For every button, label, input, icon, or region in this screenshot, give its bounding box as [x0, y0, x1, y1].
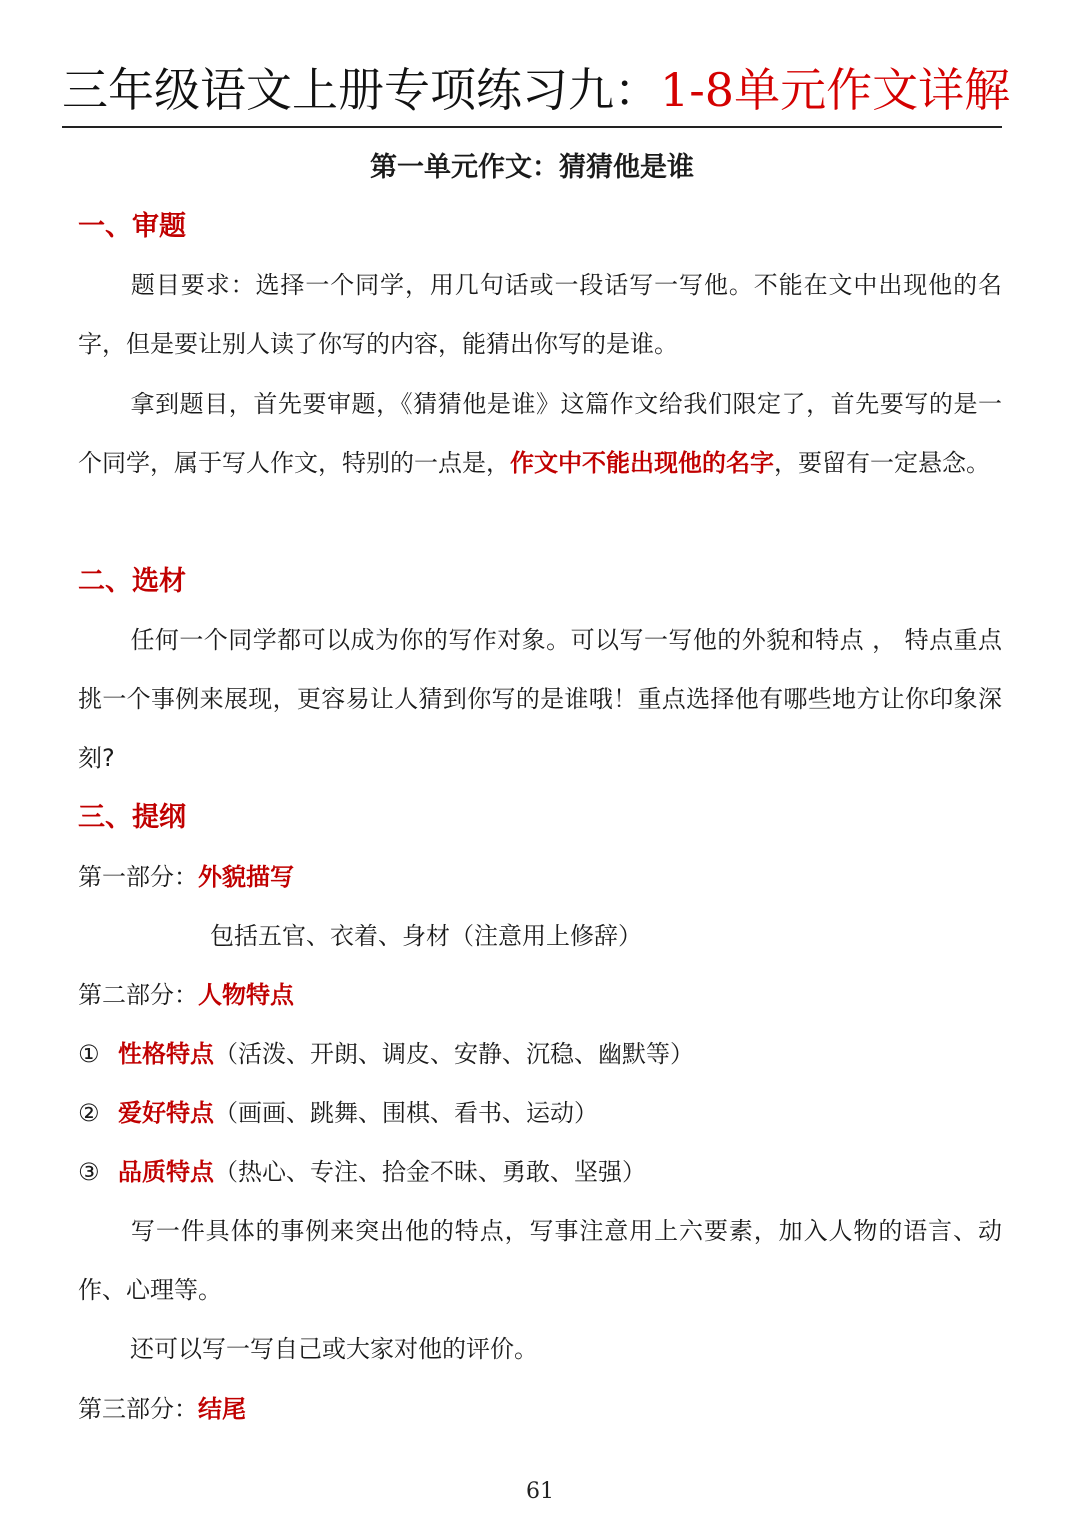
review-paragraph-2-after: ，要留有一定悬念。	[774, 449, 990, 477]
section-heading-material: 二、选材	[78, 566, 186, 597]
review-paragraph-2	[78, 375, 1002, 493]
part-2-paragraph-2	[78, 1320, 1002, 1379]
page-number: 61	[526, 1479, 554, 1504]
title-divider	[62, 126, 1002, 128]
outline-part-2	[78, 973, 294, 1017]
part-3-label: 第三部分：	[78, 1395, 198, 1423]
part-2-paragraph-1-text: 写一件具体的事例来突出他的特点，写事注意用上六要素，加入人物的语言、动作、心理等。	[78, 1217, 1002, 1304]
outline-part-3	[78, 1387, 246, 1431]
part-1-value: 外貌描写	[198, 863, 294, 891]
trait-item-hobby	[78, 1091, 598, 1135]
part-3-value: 结尾	[198, 1395, 246, 1423]
trait-name: 性格特点	[118, 1040, 214, 1068]
item-marker: ①	[78, 1040, 100, 1068]
page-title	[62, 58, 1011, 122]
trait-desc: （热心、专注、拾金不昧、勇敢、坚强）	[214, 1158, 646, 1186]
trait-item-quality	[78, 1150, 646, 1194]
review-paragraph-1-text: 题目要求：选择一个同学，用几句话或一段话写一写他。不能在文中出现他的名字，但是要让别人读了你写的内容，能猜出你写的是谁。	[78, 271, 1002, 358]
outline-part-1	[78, 855, 294, 899]
trait-desc: （画画、跳舞、围棋、看书、运动）	[214, 1099, 598, 1127]
trait-name: 品质特点	[118, 1158, 214, 1186]
part-2-paragraph-1	[78, 1202, 1002, 1320]
material-paragraph-text: 任何一个同学都可以成为你的写作对象。可以写一写他的外貌和特点 ， 特点重点挑一个事例来展现，更容易让人猜到你写的是谁哦！重点选择他有哪些地方让你印象深刻?	[78, 626, 1002, 772]
part-1-label: 第一部分：	[78, 863, 198, 891]
part-2-label: 第二部分：	[78, 981, 198, 1009]
review-highlight: 作文中不能出现他的名字	[510, 449, 774, 477]
review-paragraph-2-before: 拿到题目，首先要审题，《猜猜他是谁》这篇作文给我们限定了，首先要写的是一个同学，属于写人作文，特别的一点是，	[78, 390, 1002, 477]
review-paragraph-1	[78, 256, 1002, 374]
item-marker: ②	[78, 1099, 100, 1127]
part-2-value: 人物特点	[198, 981, 294, 1009]
title-main: 三年级语文上册专项练习九：	[62, 63, 660, 117]
trait-desc: （活泼、开朗、调皮、安静、沉稳、幽默等）	[214, 1040, 694, 1068]
section-heading-outline: 三、提纲	[78, 802, 186, 833]
part-2-paragraph-2-text: 还可以写一写自己或大家对他的评价。	[130, 1335, 538, 1363]
unit-subtitle: 第一单元作文：猜猜他是谁	[370, 152, 694, 183]
item-marker: ③	[78, 1158, 100, 1186]
part-1-detail: 包括五官、衣着、身材（注意用上修辞）	[210, 922, 642, 950]
material-paragraph	[78, 611, 1002, 788]
section-heading-review: 一、审题	[78, 211, 186, 242]
trait-name: 爱好特点	[118, 1099, 214, 1127]
trait-item-personality	[78, 1032, 694, 1076]
title-accent: 1-8单元作文详解	[660, 63, 1011, 117]
